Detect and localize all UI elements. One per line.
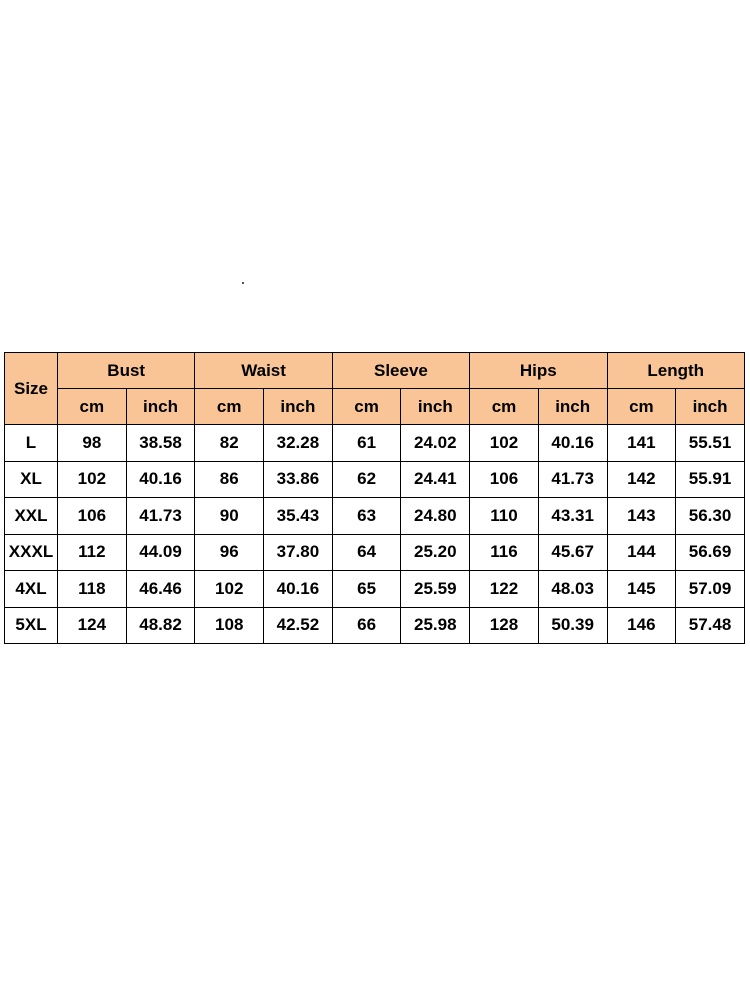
measurement-cell: 46.46 [126,571,195,608]
unit-header-inch: inch [676,389,745,425]
group-header-bust: Bust [58,353,195,389]
measurement-cell: 40.16 [264,571,333,608]
table-row [5,461,745,498]
measurement-cell: 116 [470,534,539,571]
measurement-cell: 41.73 [538,461,607,498]
measurement-cell: 102 [470,425,539,462]
measurement-cell: 142 [607,461,676,498]
size-cell: L [5,425,58,462]
table-row [5,498,745,535]
unit-header-inch: inch [126,389,195,425]
group-header-hips: Hips [470,353,607,389]
header-row-units [5,389,745,425]
measurement-cell: 24.80 [401,498,470,535]
measurement-cell: 48.82 [126,607,195,644]
size-cell: 5XL [5,607,58,644]
measurement-cell: 57.48 [676,607,745,644]
group-header-waist: Waist [195,353,332,389]
table-row [5,607,745,644]
measurement-cell: 82 [195,425,264,462]
measurement-cell: 38.58 [126,425,195,462]
measurement-cell: 128 [470,607,539,644]
unit-header-inch: inch [538,389,607,425]
measurement-cell: 25.98 [401,607,470,644]
unit-header-inch: inch [401,389,470,425]
stray-dot [242,282,244,284]
measurement-cell: 57.09 [676,571,745,608]
measurement-cell: 40.16 [126,461,195,498]
measurement-cell: 118 [58,571,127,608]
measurement-cell: 145 [607,571,676,608]
unit-header-cm: cm [470,389,539,425]
measurement-cell: 44.09 [126,534,195,571]
group-header-length: Length [607,353,744,389]
measurement-cell: 45.67 [538,534,607,571]
measurement-cell: 43.31 [538,498,607,535]
measurement-cell: 24.41 [401,461,470,498]
measurement-cell: 56.69 [676,534,745,571]
measurement-cell: 37.80 [264,534,333,571]
measurement-cell: 90 [195,498,264,535]
size-chart-table [4,352,745,644]
measurement-cell: 41.73 [126,498,195,535]
measurement-cell: 55.91 [676,461,745,498]
size-column-header: Size [5,353,58,425]
measurement-cell: 146 [607,607,676,644]
measurement-cell: 50.39 [538,607,607,644]
measurement-cell: 122 [470,571,539,608]
measurement-cell: 40.16 [538,425,607,462]
measurement-cell: 35.43 [264,498,333,535]
measurement-cell: 66 [332,607,401,644]
unit-header-cm: cm [607,389,676,425]
measurement-cell: 106 [470,461,539,498]
header-row-groups [5,353,745,389]
table-row [5,571,745,608]
measurement-cell: 112 [58,534,127,571]
measurement-cell: 63 [332,498,401,535]
measurement-cell: 86 [195,461,264,498]
measurement-cell: 110 [470,498,539,535]
table-row [5,425,745,462]
size-cell: XXXL [5,534,58,571]
measurement-cell: 42.52 [264,607,333,644]
table-body [5,425,745,644]
unit-header-cm: cm [58,389,127,425]
size-cell: 4XL [5,571,58,608]
unit-header-cm: cm [332,389,401,425]
measurement-cell: 64 [332,534,401,571]
measurement-cell: 102 [58,461,127,498]
measurement-cell: 24.02 [401,425,470,462]
measurement-cell: 61 [332,425,401,462]
measurement-cell: 56.30 [676,498,745,535]
measurement-cell: 96 [195,534,264,571]
measurement-cell: 25.59 [401,571,470,608]
measurement-cell: 108 [195,607,264,644]
size-cell: XXL [5,498,58,535]
measurement-cell: 144 [607,534,676,571]
measurement-cell: 48.03 [538,571,607,608]
table-row [5,534,745,571]
measurement-cell: 106 [58,498,127,535]
measurement-cell: 141 [607,425,676,462]
measurement-cell: 124 [58,607,127,644]
measurement-cell: 65 [332,571,401,608]
measurement-cell: 32.28 [264,425,333,462]
group-header-sleeve: Sleeve [332,353,469,389]
measurement-cell: 62 [332,461,401,498]
unit-header-inch: inch [264,389,333,425]
measurement-cell: 33.86 [264,461,333,498]
measurement-cell: 102 [195,571,264,608]
size-cell: XL [5,461,58,498]
measurement-cell: 98 [58,425,127,462]
unit-header-cm: cm [195,389,264,425]
measurement-cell: 143 [607,498,676,535]
measurement-cell: 55.51 [676,425,745,462]
measurement-cell: 25.20 [401,534,470,571]
